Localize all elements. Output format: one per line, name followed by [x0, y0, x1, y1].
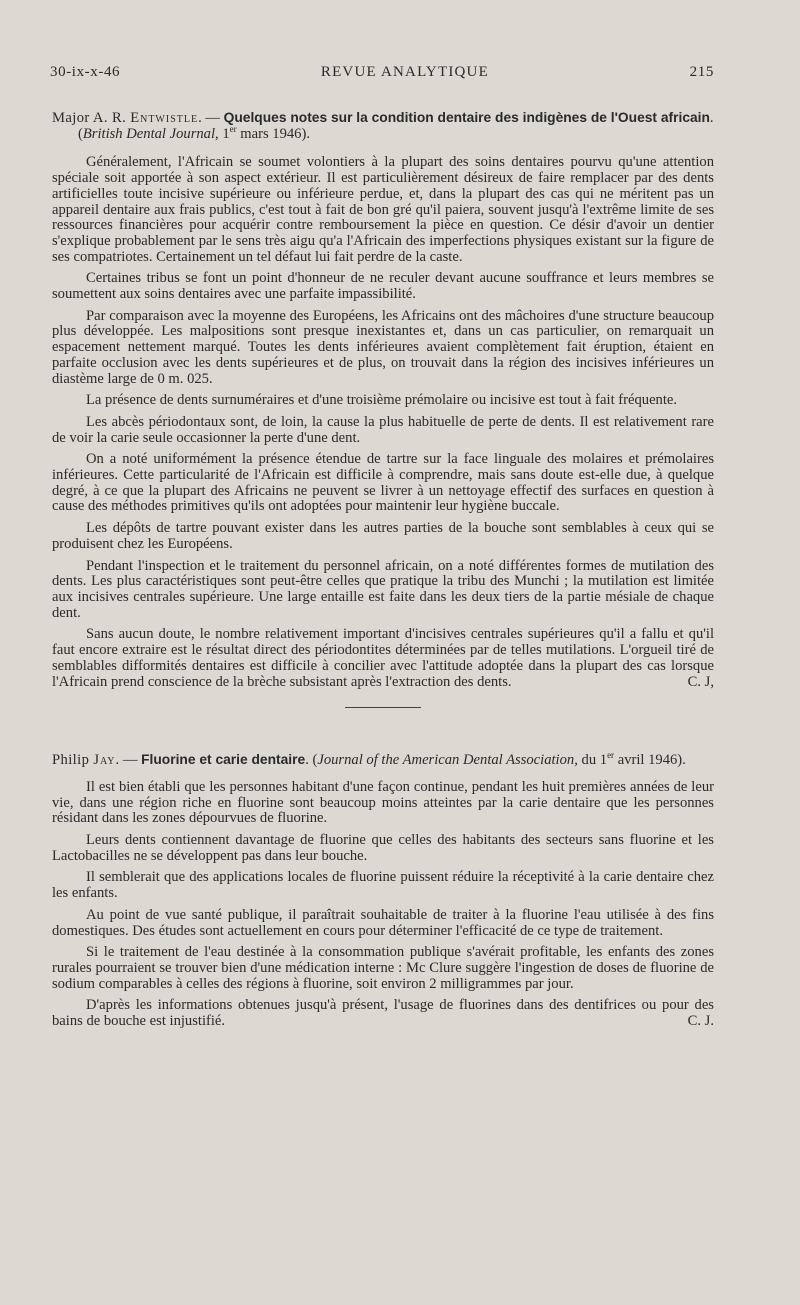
header-title: REVUE ANALYTIQUE [320, 64, 489, 80]
article-1-paragraph: Les dépôts de tartre pouvant exister dans les autres parties de la bouche sont semblables à ceux qui se produisent chez les Européens. [52, 520, 714, 552]
running-header [50, 64, 714, 81]
article-2-paragraph: Il semblerait que des applications locales de fluorine puissent réduire la réceptivité à la carie dentaire chez les enfants. [52, 869, 714, 902]
article-1-journal: British Dental Journal [82, 125, 216, 142]
article-1-date-sup: er [229, 123, 237, 134]
article-1-paragraph: On a noté uniformément la présence étendue de tartre sur la face linguale des molaires et prémolaires inférieures. Cette particularité de l'Africain est difficile à comprendre, mais sans doute est-elle due, à quelque degré, à ce que la plupart des Africains ne peuvent se livrer à un nettoyage effectif des surfaces en question à cause des méthodes primitives qu'ils ont adoptées pour maintenir leur hygiène buccale. [52, 451, 714, 515]
article-2-ref-open: . ( [305, 752, 318, 769]
article-1-initials: C. J, [687, 673, 714, 690]
article-1-author-prefix: Major A. R. [52, 110, 131, 126]
article-2-author-prefix: Philip [52, 752, 94, 769]
article-1-date-b: mars 1946). [236, 125, 310, 142]
article-2-paragraph: Il est bien établi que les personnes habitant d'une façon continue, pendant les huit premières années de leur vie, dans une région riche en fluorine sont beaucoup moins atteintes par la carie dentaire que les personnes résidant dans les zones dépourvues de fluorine. [52, 778, 714, 827]
article-2-initials: C. J. [687, 1013, 714, 1030]
article-2-date-sup: er [607, 750, 615, 761]
article-1-paragraph: Les abcès périodontaux sont, de loin, la cause la plus habituelle de perte de dents. Il est relativement rare de voir la carie seule occasionner la perte d'une dent. [52, 413, 714, 446]
header-date: 30-ix-x-46 [50, 64, 121, 80]
article-2-paragraph: Au point de vue santé publique, il paraîtrait souhaitable de traiter à la fluorine l'eau utilisée à des fins domestiques. Des études sont actuellement en cours pour déterminer l'efficacité de ce type de traitement. [52, 906, 714, 939]
article-separator [345, 707, 421, 708]
article-2-last-paragraph [52, 998, 714, 1029]
article-2-journal: Journal of the American Dental Association [317, 752, 575, 769]
article-2-heading [52, 752, 714, 769]
article-1-heading [52, 110, 714, 142]
article-1-last-paragraph [52, 627, 714, 690]
article-1-last-text: Sans aucun doute, le nombre relativement important d'incisives centrales supérieures qu'il a fallu et qu'il faut encore extraire est le résultat direct des périodontites déterminées par de telles mutilations. L'orgueil tiré de semblables difformités dentaires est difficile à concilier avec l'attitude adoptée dans la plupart des cas lorsque l'Africain prend conscience de la brèche subsistant après l'extraction des dents. [52, 626, 714, 690]
article-1-paragraph: Pendant l'inspection et le traitement du personnel africain, on a noté différentes formes de mutilation des dents. Les plus caractéristiques sont peut-être celles que pratique la tribu des Munchi ; la mutilation est limitée aux incisives centrales supérieure. Une large entaille est faite dans les deux tiers de la partie mésiale de chaque dent. [52, 557, 714, 621]
article-1-paragraph: La présence de dents surnuméraires et d'une troisième prémolaire ou incisive est tout à fait fréquente. [86, 392, 678, 409]
article-2-last-text: D'après les informations obtenues jusqu'à présent, l'usage de fluorines dans des dentifrices ou pour des bains de bouche est injustifié. [52, 997, 714, 1030]
page-content [52, 110, 714, 1036]
page-number: 215 [689, 64, 714, 80]
article-1-paragraph: Généralement, l'Africain se soumet volontiers à la plupart des soins dentaires pourvu qu'une attention spéciale soit apportée à son aspect extérieur. Il est particulièrement désireux de faire remplacer par des dents artificielles toute incisive supérieure ou inférieure perdue, et, dans la plupart des cas qui ne méritent pas un appareil dentaire aux frais publics, c'est tout à fait de bon gré qu'il paiera, souvent jusqu'à l'extrême limite de ses ressources financières pour acquérir contre remboursement la pièce en question. Ce désir d'avoir un dentier s'explique probablement par le sens très aigu qu'a l'Africain des imperfections physiques existant sur la figure de ses compatriotes. Certainement un tel défaut lui fait perdre de la caste. [52, 154, 714, 265]
article-2-date-b: avril 1946). [614, 752, 686, 769]
article-2-title: Fluorine et carie dentaire [141, 752, 306, 768]
article-1-paragraph: Certaines tribus se font un point d'honneur de ne reculer devant aucune souffrance et leurs membres se soumettent aux soins dentaires avec une parfaite impassibilité. [52, 270, 714, 303]
article-1-title: Quelques notes sur la condition dentaire des indigènes de l'Ouest africain [223, 110, 710, 125]
article-1-author-name: Entwistle [130, 110, 199, 126]
article-1-date-a: , 1 [215, 125, 230, 142]
article-2-date-a: , du 1 [574, 752, 608, 769]
article-1-ref-open: . ( [78, 110, 714, 142]
article-2-author-name: Jay [93, 752, 116, 769]
article-2-dash: . — [115, 752, 142, 769]
article-1-dash: . — [198, 110, 224, 126]
article-2-paragraph: Leurs dents contiennent davantage de fluorine que celles des habitants des secteurs sans fluorine et les Lactobacilles ne se développent pas dans leur bouche. [52, 832, 714, 864]
article-2-paragraph: Si le traitement de l'eau destinée à la consommation publique s'avérait profitable, les enfants des zones rurales pourraient se trouver bien d'une médication interne : Mc Clure suggère l'ingestion de doses de fluorine de sodium comparables à celles des régions à fluorine, soit environ 2 milligrammes par jour. [52, 944, 714, 992]
article-1-paragraph: Par comparaison avec la moyenne des Européens, les Africains ont des mâchoires d'une structure beaucoup plus développée. Les malpositions sont presque inexistantes et, dans un cas particulier, on remarquait un espacement nettement marqué. Toutes les dents inférieures avaient complètement fait éruption, étaient en parfaite occlusion avec les dents supérieures et de plus, on trouvait dans la région des incisives inférieures un diastème large de 0 m. 025. [52, 307, 714, 387]
